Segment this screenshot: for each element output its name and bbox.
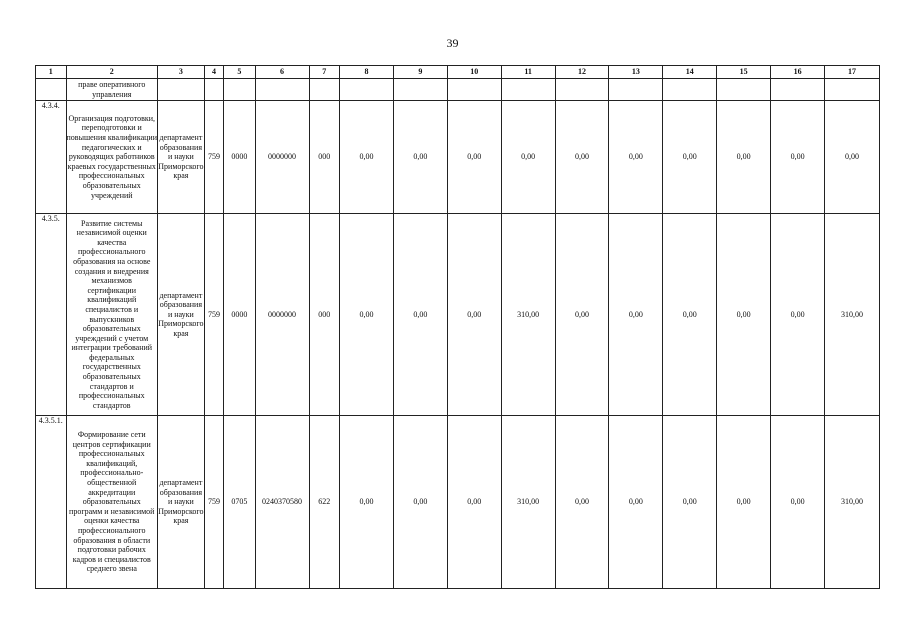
row-value: 0,00 (609, 214, 663, 416)
row-value: 0,00 (717, 101, 771, 214)
row-code-5: 0000 (224, 214, 256, 416)
row-value: 0,00 (609, 416, 663, 589)
column-header: 3 (158, 66, 205, 79)
row-name: Формирование сети центров сертификации профессиональных квалификаций, профессионально-общественной аккредитации образовательных программ и независимой оценки качества профессионального образования в области подготовки рабочих кадров и специалистов среднего звена (66, 416, 158, 589)
row-value: 310,00 (501, 214, 555, 416)
row-value (717, 79, 771, 101)
row-value: 0,00 (340, 416, 394, 589)
row-value: 310,00 (825, 214, 880, 416)
row-value (825, 79, 880, 101)
row-code-7 (309, 79, 340, 101)
column-header: 7 (309, 66, 340, 79)
row-value: 0,00 (771, 416, 825, 589)
row-code-4 (204, 79, 223, 101)
row-value: 0,00 (609, 101, 663, 214)
row-value: 310,00 (825, 416, 880, 589)
row-value: 310,00 (501, 416, 555, 589)
row-department: департамент образования и науки Приморского края (158, 101, 205, 214)
row-value (609, 79, 663, 101)
row-value (340, 79, 394, 101)
row-id: 4.3.5. (36, 214, 67, 416)
row-code-7: 622 (309, 416, 340, 589)
table-row (36, 416, 880, 589)
budget-table (35, 65, 880, 589)
column-header: 14 (663, 66, 717, 79)
row-code-6: 0240370580 (255, 416, 309, 589)
column-header: 8 (340, 66, 394, 79)
row-value: 0,00 (501, 101, 555, 214)
row-value: 0,00 (717, 214, 771, 416)
table-row (36, 214, 880, 416)
row-value: 0,00 (555, 214, 609, 416)
column-header: 17 (825, 66, 880, 79)
row-code-7: 000 (309, 214, 340, 416)
row-value: 0,00 (393, 416, 447, 589)
row-id: 4.3.5.1. (36, 416, 67, 589)
table-row (36, 79, 880, 101)
row-code-6 (255, 79, 309, 101)
column-header: 15 (717, 66, 771, 79)
row-value (501, 79, 555, 101)
column-header: 9 (393, 66, 447, 79)
row-id: 4.3.4. (36, 101, 67, 214)
row-value (393, 79, 447, 101)
row-value: 0,00 (825, 101, 880, 214)
row-code-5: 0705 (224, 416, 256, 589)
column-header: 11 (501, 66, 555, 79)
row-name: Развитие системы независимой оценки качества профессионального образования на основе создания и внедрения механизмов сертификации квалификаций специалистов и выпускников образовательных учреждений с учетом интеграции требований федеральных государственных образовательных стандартов и профессиональных стандартов (66, 214, 158, 416)
row-value: 0,00 (340, 101, 394, 214)
column-header: 6 (255, 66, 309, 79)
row-value: 0,00 (393, 101, 447, 214)
row-code-4: 759 (204, 101, 223, 214)
row-code-7: 000 (309, 101, 340, 214)
column-number-row (36, 66, 880, 79)
row-code-6: 0000000 (255, 101, 309, 214)
row-value: 0,00 (663, 214, 717, 416)
row-code-5: 0000 (224, 101, 256, 214)
row-value: 0,00 (393, 214, 447, 416)
row-code-4: 759 (204, 214, 223, 416)
row-value: 0,00 (340, 214, 394, 416)
row-value (555, 79, 609, 101)
row-value: 0,00 (555, 416, 609, 589)
column-header: 5 (224, 66, 256, 79)
column-header: 2 (66, 66, 158, 79)
row-value: 0,00 (717, 416, 771, 589)
column-header: 12 (555, 66, 609, 79)
column-header: 13 (609, 66, 663, 79)
row-value: 0,00 (447, 101, 501, 214)
row-code-4: 759 (204, 416, 223, 589)
row-department: департамент образования и науки Приморского края (158, 214, 205, 416)
row-department (158, 79, 205, 101)
row-department: департамент образования и науки Приморского края (158, 416, 205, 589)
row-value: 0,00 (555, 101, 609, 214)
row-name: праве оперативного управления (66, 79, 158, 101)
row-value: 0,00 (771, 214, 825, 416)
page-number: 39 (446, 36, 459, 50)
row-value: 0,00 (447, 214, 501, 416)
row-id (36, 79, 67, 101)
row-value: 0,00 (663, 101, 717, 214)
row-code-5 (224, 79, 256, 101)
row-value: 0,00 (447, 416, 501, 589)
row-value (771, 79, 825, 101)
column-header: 10 (447, 66, 501, 79)
row-value (447, 79, 501, 101)
row-name: Организация подготовки, переподготовки и повышения квалификации педагогических и руководящих работников краевых государственных профессиональных образовательных учреждений (66, 101, 158, 214)
row-value: 0,00 (771, 101, 825, 214)
row-value (663, 79, 717, 101)
column-header: 16 (771, 66, 825, 79)
column-header: 4 (204, 66, 223, 79)
row-value: 0,00 (663, 416, 717, 589)
table-row (36, 101, 880, 214)
row-code-6: 0000000 (255, 214, 309, 416)
column-header: 1 (36, 66, 67, 79)
